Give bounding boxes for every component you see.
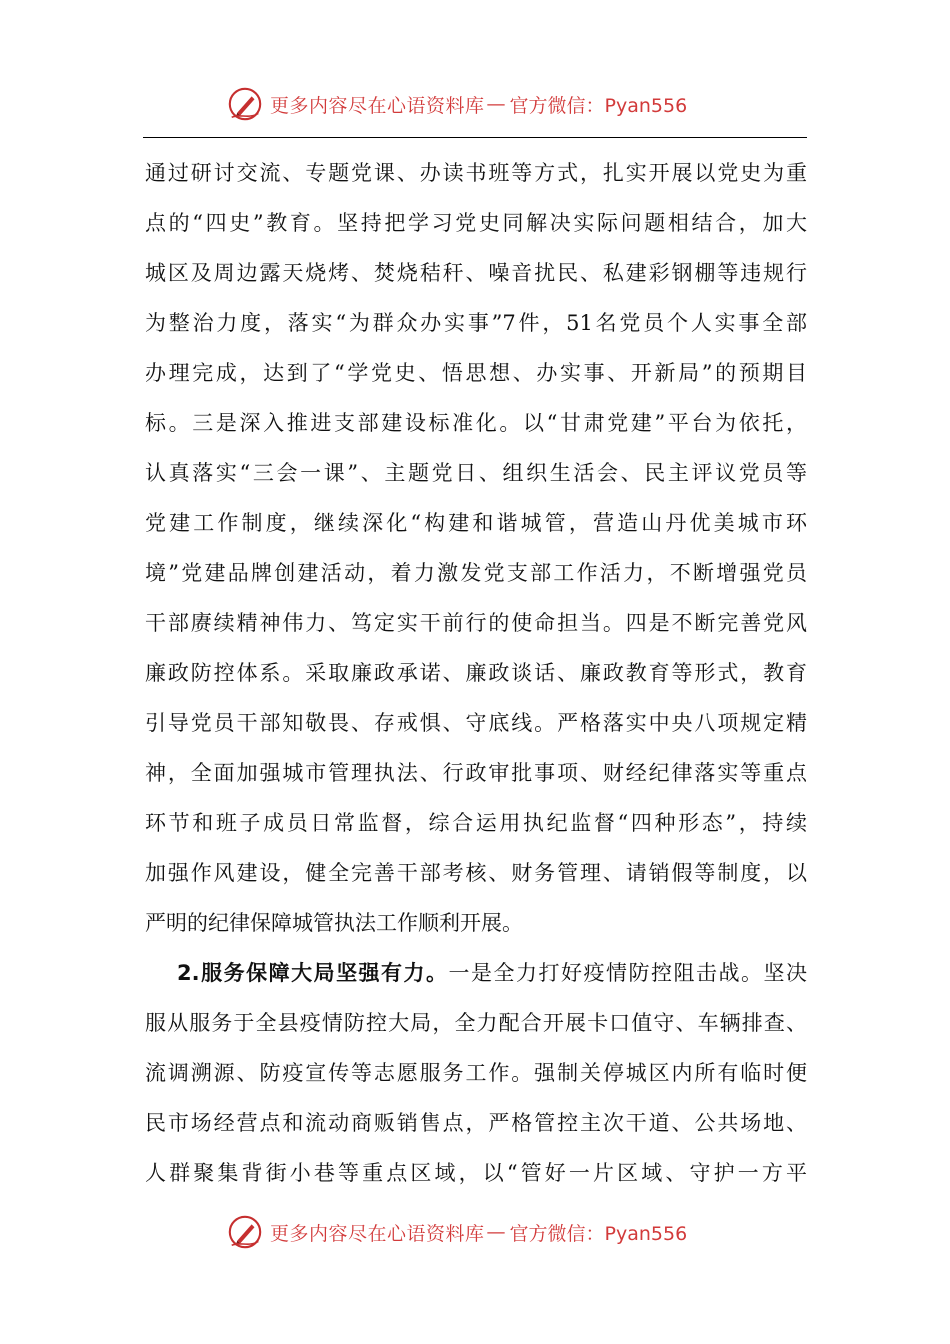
header-slogan: 更多内容尽在心语资料库 <box>270 94 485 117</box>
body-line: 干部赓续精神伟力、笃定实干前行的使命担当。四是不断完善党风 <box>145 611 807 635</box>
section-line: 人群聚集背街小巷等重点区域，以“管好一片区域、守护一方平 <box>145 1161 807 1185</box>
body-text <box>145 148 807 1198</box>
header-banner <box>226 84 687 124</box>
section-first-line <box>145 948 807 998</box>
body-line: 点的“四史”教育。坚持把学习党史同解决实际问题相结合，加大 <box>145 211 807 235</box>
header-dash: — <box>486 93 506 115</box>
body-line: 引导党员干部知敬畏、存戒惧、守底线。严格落实中央八项规定精 <box>145 711 807 735</box>
footer-dash: — <box>486 1221 506 1243</box>
body-line: 城区及周边露天烧烤、焚烧秸秆、噪音扰民、私建彩钢棚等违规行 <box>145 261 807 285</box>
section-heading: 2.服务保障大局坚强有力。 <box>177 961 449 985</box>
section-line: 流调溯源、防疫宣传等志愿服务工作。强制关停城区内所有临时便 <box>145 1061 807 1085</box>
body-line: 党建工作制度，继续深化“构建和谐城管，营造山丹优美城市环 <box>145 511 807 535</box>
section-line: 民市场经营点和流动商贩销售点，严格管控主次干道、公共场地、 <box>145 1111 807 1135</box>
header-divider <box>143 137 807 138</box>
body-line: 严明的纪律保障城管执法工作顺利开展。 <box>145 911 523 935</box>
body-line: 境”党建品牌创建活动，着力激发党支部工作活力，不断增强党员 <box>145 561 807 585</box>
footer-wechat: 官方微信：Pyan556 <box>509 1222 688 1245</box>
footer-slogan: 更多内容尽在心语资料库 <box>270 1222 485 1245</box>
body-line: 办理完成，达到了“学党史、悟思想、办实事、开新局”的预期目 <box>145 361 807 385</box>
body-line: 标。三是深入推进支部建设标准化。以“甘肃党建”平台为依托， <box>145 411 807 435</box>
body-line: 廉政防控体系。采取廉政承诺、廉政谈话、廉政教育等形式，教育 <box>145 661 807 685</box>
body-line: 环节和班子成员日常监督，综合运用执纪监督“四种形态”，持续 <box>145 811 807 835</box>
body-line: 通过研讨交流、专题党课、办读书班等方式，扎实开展以党史为重 <box>145 161 807 185</box>
body-line: 认真落实“三会一课”、主题党日、组织生活会、民主评议党员等 <box>145 461 807 485</box>
body-line: 为整治力度，落实“为群众办实事”7件，51名党员个人实事全部 <box>145 311 807 335</box>
pen-logo-icon <box>226 1213 264 1251</box>
body-line: 神，全面加强城市管理执法、行政审批事项、财经纪律落实等重点 <box>145 761 807 785</box>
section-line: 服从服务于全县疫情防控大局，全力配合开展卡口值守、车辆排查、 <box>145 1011 807 1035</box>
footer-banner <box>226 1212 687 1252</box>
body-line: 加强作风建设，健全完善干部考核、财务管理、请销假等制度，以 <box>145 861 807 885</box>
pen-logo-icon <box>226 85 264 123</box>
section-first-line-text: 一是全力打好疫情防控阻击战。坚决 <box>448 961 807 985</box>
header-wechat: 官方微信：Pyan556 <box>509 94 688 117</box>
